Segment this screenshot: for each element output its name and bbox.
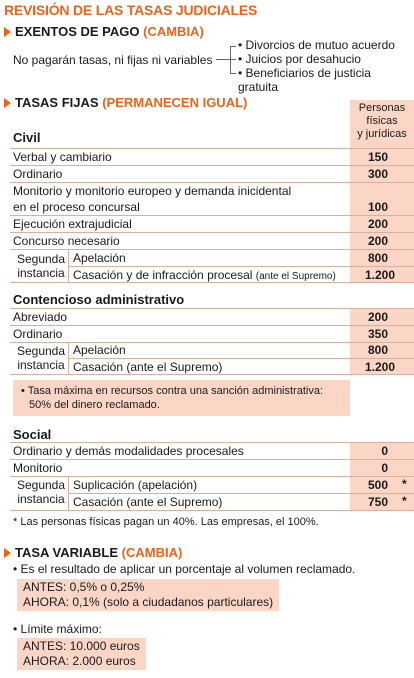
- segunda-line: instancia: [17, 358, 65, 372]
- column-header: [350, 102, 414, 141]
- segunda-instancia-label: [13, 344, 69, 372]
- row-divider: [10, 374, 414, 375]
- table-row-value: 800: [367, 251, 388, 265]
- table-row-label: en el proceso concursal: [13, 200, 140, 214]
- table-row-value: 800: [367, 343, 388, 357]
- table-row-value: 350: [367, 327, 388, 341]
- table-row-value: 100: [367, 200, 388, 214]
- variable-box: [17, 638, 146, 670]
- segunda-instancia-label: [13, 252, 69, 280]
- civil-heading: Civil: [13, 130, 41, 145]
- table-row-label: Concurso necesario: [13, 234, 120, 248]
- table-row-value: 0: [381, 444, 388, 458]
- triangle-bullet-icon: [4, 548, 11, 558]
- table-row-label: Ejecución extrajudicial: [13, 217, 132, 231]
- table-row-label: Ordinario: [13, 327, 63, 341]
- variable-tag: (CAMBIA): [121, 545, 183, 560]
- table-row-label: Ordinario: [13, 167, 63, 181]
- segunda-instancia-label: [13, 478, 69, 506]
- fijas-heading: [4, 95, 247, 110]
- social-footnote: * Las personas físicas pagan un 40%. Las empresas, el 100%.: [13, 516, 319, 528]
- table-row-value: 200: [367, 234, 388, 248]
- social-heading: Social: [13, 427, 52, 442]
- exentos-title: EXENTOS DE PAGO: [15, 24, 140, 39]
- fijas-tag: (PERMANECEN IGUAL): [102, 95, 248, 110]
- column-header-line: y jurídicas: [357, 128, 407, 140]
- variable-item: • Es el resultado de aplicar un porcentaje al volumen reclamado.: [13, 562, 356, 576]
- list-item: • Divorcios de mutuo acuerdo: [238, 38, 395, 52]
- table-row-value: 500: [367, 478, 388, 492]
- page-title: REVISIÓN DE LAS TASAS JUDICIALES: [4, 2, 258, 18]
- asterisk-mark: *: [402, 477, 407, 491]
- table-row-value: 200: [367, 217, 388, 231]
- brace-tick-middle: [230, 59, 236, 60]
- triangle-bullet-icon: [4, 98, 11, 108]
- note-line: 50% del dinero reclamado.: [29, 399, 160, 411]
- segunda-line: Segunda: [16, 344, 66, 358]
- table-row-value: 0: [381, 461, 388, 475]
- box-line: ANTES: 10.000 euros: [23, 639, 140, 653]
- table-row-label: Apelación: [73, 343, 126, 357]
- list-item: • Beneficiarios de justicia gratuita: [238, 66, 371, 94]
- exentos-list: [238, 38, 414, 94]
- table-row-label: Monitorio y monitorio europeo y demanda inicidental: [13, 184, 292, 198]
- table-row-label: Apelación: [73, 251, 126, 265]
- row-divider: [10, 510, 414, 511]
- exentos-lead: No pagarán tasas, ni fijas ni variables: [13, 53, 213, 67]
- triangle-bullet-icon: [4, 27, 11, 37]
- contencioso-heading: Contencioso administrativo: [13, 292, 185, 307]
- table-row-label: Verbal y cambiario: [13, 150, 112, 164]
- brace-connector: [216, 59, 230, 60]
- box-line: AHORA: 0,1% (solo a ciudadanos particulares): [23, 595, 274, 609]
- sub-label: Casación y de infracción procesal: [73, 268, 253, 282]
- table-row-value: 200: [367, 310, 388, 324]
- asterisk-mark: *: [402, 494, 407, 508]
- list-item: • Juicios por desahucio: [238, 52, 361, 66]
- segunda-line: Segunda: [16, 252, 66, 266]
- table-row-label: Casación (ante el Supremo): [73, 360, 223, 374]
- exentos-tag: (CAMBIA): [143, 24, 204, 39]
- table-row-label: Ordinario y demás modalidades procesales: [13, 444, 244, 458]
- sub-note: (ante el Supremo): [255, 271, 336, 282]
- note-line: • Tasa máxima en recursos contra una sanción administrativa:: [21, 385, 324, 397]
- variable-item: • Límite máximo:: [13, 622, 102, 636]
- segunda-line: Segunda: [16, 478, 66, 492]
- table-row-value: 1.200: [364, 268, 395, 282]
- variable-heading: [4, 545, 182, 560]
- variable-title: TASA VARIABLE: [15, 545, 119, 560]
- table-row-label: Monitorio: [13, 461, 63, 475]
- box-line: ANTES: 0,5% o 0,25%: [23, 580, 145, 594]
- box-line: AHORA: 2.000 euros: [23, 654, 136, 668]
- table-row-label: Abreviado: [13, 310, 68, 324]
- table-row-value: 750: [367, 495, 388, 509]
- segunda-line: instancia: [17, 266, 65, 280]
- table-row-value: 150: [367, 150, 388, 164]
- column-header-line: Personas: [358, 102, 406, 114]
- brace-tick-bottom: [230, 73, 236, 74]
- contencioso-note: [13, 380, 350, 416]
- table-row-value: 1.200: [364, 360, 395, 374]
- table-row-label: Casación (ante el Supremo): [73, 495, 223, 509]
- table-row-label: Suplicación (apelación): [73, 478, 198, 492]
- table-row-value: 300: [367, 167, 388, 181]
- fijas-title: TASAS FIJAS: [15, 95, 99, 110]
- brace-tick-top: [230, 46, 236, 47]
- variable-box: [17, 579, 279, 611]
- row-divider: [10, 282, 414, 283]
- segunda-line: instancia: [17, 492, 65, 506]
- exentos-heading: [4, 24, 204, 39]
- brace-vertical: [230, 46, 231, 74]
- column-header-line: físicas: [366, 115, 398, 127]
